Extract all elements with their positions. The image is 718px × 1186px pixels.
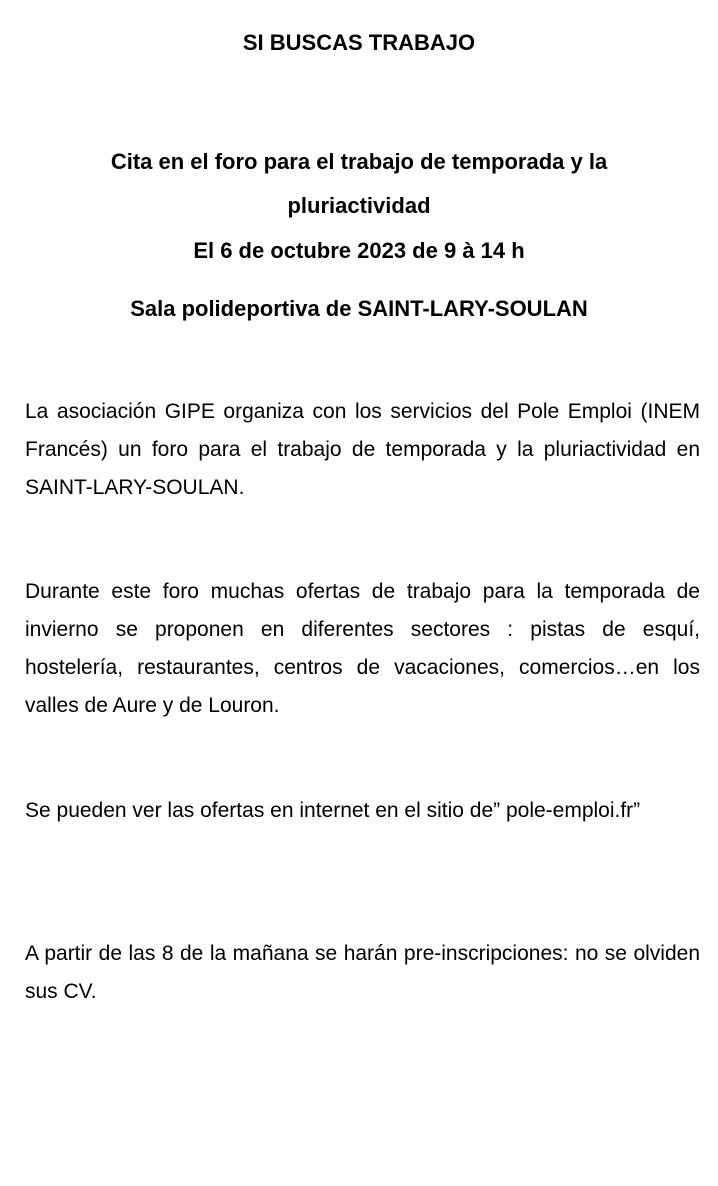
- paragraph-organizer: La asociación GIPE organiza con los servicios del Pole Emploi (INEM Francés) un foro para el trabajo de temporada y la pluriactividad en SAINT-LARY-SOULAN.: [25, 400, 700, 499]
- paragraph-registration: A partir de las 8 de la mañana se harán pre-inscripciones: no se olviden sus CV.: [25, 942, 700, 1003]
- document-title: SI BUSCAS TRABAJO: [242, 30, 476, 55]
- paragraph-website: Se pueden ver las ofertas en internet en el sitio de” pole-emploi.fr”: [25, 799, 641, 822]
- paragraph-offers: Durante este foro muchas ofertas de trabajo para la temporada de invierno se proponen en diferentes sectores : pistas de esquí, hostelería, restaurantes, centros de vacaciones, comercios…en los valles de Aure y de Louron.: [25, 580, 700, 717]
- event-subtitle: Cita en el foro para el trabajo de temporada y la pluriactividad: [110, 149, 608, 218]
- event-date: El 6 de octubre 2023 de 9 à 14 h: [193, 238, 525, 263]
- event-venue: Sala polideportiva de SAINT-LARY-SOULAN: [130, 296, 588, 321]
